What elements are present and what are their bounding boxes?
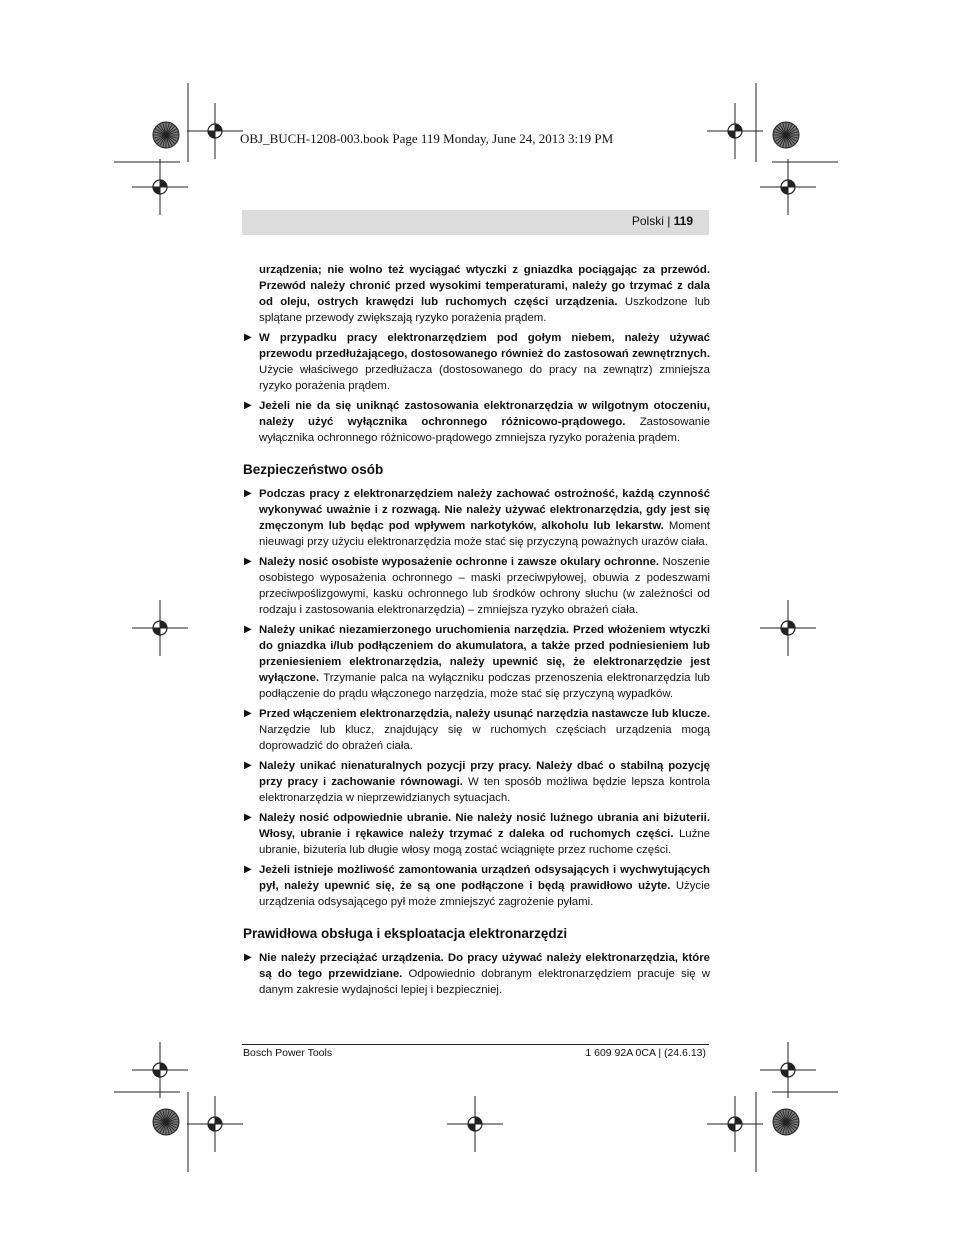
- list-item: [243, 330, 710, 394]
- item-normal: Moment nieuwagi przy użyciu elektronarzędzia może stać się przyczyną poważnych urazów ciała.: [259, 520, 710, 548]
- list-item: [243, 706, 710, 754]
- item-normal: W ten sposób możliwa będzie lepsza kontrola elektronarzędzia w nieprzewidzianych sytuacjach.: [259, 776, 710, 804]
- crosshair-icon: [760, 600, 816, 656]
- bullet-arrow-icon: ▶: [244, 812, 252, 823]
- footer-doc-number: 1 609 92A 0CA | (24.6.13): [585, 1047, 706, 1059]
- section-heading-tool-use: Prawidłowa obsługa i eksploatacja elektronarzędzi: [243, 926, 568, 941]
- item-bold: Jeżeli istnieje możliwość zamontowania urządzeń odsysających i wychwytujących pył, należy upewnić się, że są one podłączone i będą prawidłowo użyte.: [259, 864, 710, 892]
- header-text: [632, 214, 693, 228]
- list-item: [243, 810, 710, 858]
- item-bold: Należy unikać nienaturalnych pozycji przy pracy. Należy dbać o stabilną pozycję przy pracy i zachowanie równowagi.: [259, 760, 710, 788]
- item-bold: Jeżeli nie da się uniknąć zastosowania elektronarzędzia w wilgotnym otoczeniu, należy użyć wyłącznika ochronnego różnicowo-prądowego.: [259, 400, 710, 428]
- crosshair-icon: [132, 600, 188, 656]
- page-number: 119: [673, 214, 693, 228]
- item-bold: Podczas pracy z elektronarzędziem należy zachować ostrożność, każdą czynność wykonywać uważnie i z rozwagą. Nie należy używać elektronarzędzia, gdy jest się zmęczonym lub będąc pod wpływem narkotyków, alkoholu lub lekarstw.: [259, 488, 710, 532]
- crosshair-icon: [132, 159, 188, 215]
- bullet-arrow-icon: ▶: [244, 760, 252, 771]
- crosshair-icon: [707, 1096, 763, 1152]
- header-language: Polski |: [631, 214, 674, 228]
- list-item: [243, 862, 710, 910]
- item-normal: Luźne ubranie, biżuteria lub długie włosy mogą zostać wciągnięte przez ruchome części.: [259, 828, 710, 856]
- bullet-arrow-icon: ▶: [244, 624, 252, 635]
- item-bold: Nie należy przeciążać urządzenia. Do pracy używać należy elektronarzędzia, które są do tego przewidziane.: [259, 952, 710, 980]
- list-item: [243, 950, 710, 998]
- item-normal: Narzędzie lub klucz, znajdujący się w ruchomych częściach urządzenia mogą doprowadzić do obrażeń ciała.: [259, 724, 710, 752]
- page-header: [242, 210, 709, 235]
- section-heading-personal-safety: Bezpieczeństwo osób: [243, 462, 384, 477]
- item-bold: Należy nosić odpowiednie ubranie. Nie należy nosić luźnego ubrania ani biżuterii. Włosy, ubranie i rękawice należy trzymać z daleka od ruchomych części.: [259, 812, 710, 840]
- main-content: [243, 262, 710, 1002]
- item-normal: Użycie właściwego przedłużacza (dostosowanego do pracy na zewnątrz) zmniejsza ryzyko porażenia prądem.: [259, 364, 710, 392]
- registration-target-icon: [773, 1109, 799, 1135]
- list-item: [243, 554, 710, 618]
- list-item: [243, 622, 710, 702]
- list-item: [243, 486, 710, 550]
- footer-publisher: Bosch Power Tools: [243, 1047, 333, 1059]
- bullet-arrow-icon: ▶: [244, 400, 252, 411]
- crosshair-icon: [760, 1042, 816, 1098]
- bullet-arrow-icon: ▶: [244, 864, 252, 875]
- top-list: [243, 330, 710, 446]
- bullet-arrow-icon: ▶: [244, 332, 252, 343]
- item-normal: Odpowiednio dobranym elektronarzędziem pracuje się w danym zakresie wydajności lepiej i bezpieczniej.: [259, 968, 710, 996]
- bullet-arrow-icon: ▶: [244, 952, 252, 963]
- intro-bold: urządzenia; nie wolno też wyciągać wtyczki z gniazdka pociągając za przewód. Przewód należy chronić przed wysokimi temperaturami, należy go trzymać z dala od oleju, ostrych krawędzi lub ruchomych części urządzenia.: [259, 264, 710, 308]
- print-info-line: OBJ_BUCH-1208-003.book Page 119 Monday, June 24, 2013 3:19 PM: [240, 131, 614, 146]
- registration-target-icon: [153, 1109, 179, 1135]
- list-item: [243, 398, 710, 446]
- registration-target-icon: [153, 122, 179, 148]
- intro-normal: Uszkodzone lub splątane przewody zwiększają ryzyko porażenia prądem.: [259, 296, 710, 324]
- crosshair-icon: [132, 1042, 188, 1098]
- footer-rule: [242, 1044, 709, 1045]
- tool-use-list: [243, 950, 710, 998]
- item-bold: Przed włączeniem elektronarzędzia, należy usunąć narzędzia nastawcze lub klucze.: [259, 708, 710, 720]
- item-normal: Zastosowanie wyłącznika ochronnego różnicowo-prądowego zmniejsza ryzyko porażenia prądem.: [259, 416, 710, 444]
- crosshair-icon: [187, 103, 243, 159]
- bullet-arrow-icon: ▶: [244, 556, 252, 567]
- crosshair-icon: [760, 159, 816, 215]
- item-normal: Użycie urządzenia odsysającego pył może zmniejszyć zagrożenie pyłami.: [259, 880, 710, 908]
- registration-target-icon: [773, 122, 799, 148]
- item-normal: Noszenie osobistego wyposażenia ochronnego – maski przeciwpyłowej, obuwia z podeszwami przeciwpoślizgowymi, kasku ochronnego lub środków ochrony słuchu (w zależności od rodzaju i zastosowania elektronarzędzia) – zmniejsza ryzyko obrażeń ciała.: [259, 556, 711, 616]
- crosshair-icon: [707, 103, 763, 159]
- item-bold: W przypadku pracy elektronarzędziem pod gołym niebem, należy używać przewodu przedłużającego, dostosowanego również do zastosowań zewnętrznych.: [259, 332, 710, 360]
- item-bold: Należy nosić osobiste wyposażenie ochronne i zawsze okulary ochronne.: [259, 556, 660, 568]
- personal-safety-list: [243, 486, 710, 910]
- crosshair-icon: [187, 1096, 243, 1152]
- crosshair-icon: [447, 1096, 503, 1152]
- intro-paragraph: [259, 262, 710, 326]
- item-normal: Trzymanie palca na wyłączniku podczas przenoszenia elektronarzędzia lub podłączenie do prądu włączonego narzędzia, może stać się przyczyną wypadków.: [259, 672, 710, 700]
- item-bold: Należy unikać niezamierzonego uruchomienia narzędzia. Przed włożeniem wtyczki do gniazdka i/lub podłączeniem do akumulatora, a także przed podniesieniem lub przeniesieniem elektronarzędzia, należy upewnić się, że elektronarzędzie jest wyłączone.: [259, 624, 710, 684]
- bullet-arrow-icon: ▶: [244, 488, 252, 499]
- list-item: [243, 758, 710, 806]
- bullet-arrow-icon: ▶: [244, 708, 252, 719]
